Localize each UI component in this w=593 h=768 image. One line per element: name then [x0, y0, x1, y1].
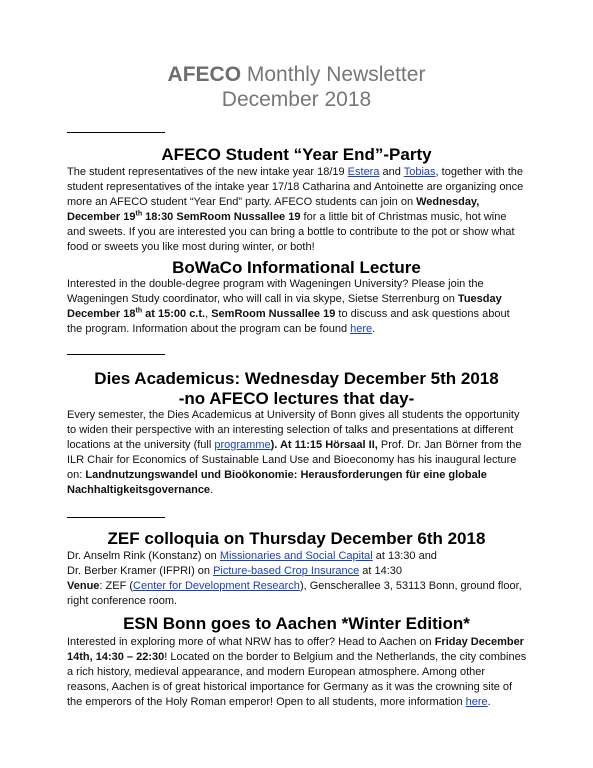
- missionaries-link[interactable]: Missionaries and Social Capital: [219, 550, 373, 562]
- section-heading-zef: ZEF colloquia on Thursday December 6th 2018: [107, 529, 486, 548]
- newsletter-date: December 2018: [221, 88, 372, 111]
- section-divider: [67, 354, 165, 355]
- section-heading-esn: ESN Bonn goes to Aachen *Winter Edition*: [123, 614, 470, 633]
- newsletter-title: [0, 63, 593, 87]
- zef-talk-1: Dr. Anselm Rink (Konstanz) on Missionaries and Social Capital at 13:30 and: [67, 550, 437, 562]
- esn-here-link[interactable]: here: [465, 696, 488, 708]
- bowaco-paragraph: Interested in the double-degree program with Wageningen University? Please join the Wageningen Study coordinator, who will call in via skype, Sietse Sterrenburg on Tuesday December 18th at 15:00 c.t., SemRoom Nussallee 19 to discuss and ask questions about the program. Information about the program can be found here.: [67, 278, 510, 335]
- zef-venue: Venue: ZEF (Center for Development Research), Genscherallee 3, 53113 Bonn, ground floor, right conference room.: [67, 580, 522, 607]
- section-heading-party: AFECO Student “Year End”-Party: [161, 145, 432, 164]
- section-divider: [67, 517, 165, 518]
- dies-paragraph: Every semester, the Dies Academicus at University of Bonn gives all students the opportunity to widen their perspective with an interesting selection of talks and presentations at different locations at the university (full programme). At 11:15 Hörsaal II, Prof. Dr. Jan Börner from the ILR Chair for Economics of Sustainable Land Use and Bioeconomy has his inaugural lecture on: Landnutzungswandel und Bioökonomie: Herausforderungen für eine globale Nachhaltigkeitsgovernance.: [67, 409, 522, 496]
- brand-name: AFECO: [167, 63, 242, 86]
- zef-paragraph: [67, 549, 527, 609]
- section-heading-bowaco: BoWaCo Informational Lecture: [172, 258, 421, 277]
- programme-link[interactable]: programme: [214, 439, 271, 451]
- crop-insurance-link[interactable]: Picture-based Crop Insurance: [213, 565, 360, 577]
- estera-link[interactable]: Estera: [347, 166, 380, 178]
- esn-paragraph: Interested in exploring more of what NRW has to offer? Head to Aachen on Friday December 14th, 14:30 – 22:30! Located on the border to Belgium and the Netherlands, the city combines a rich history, medieval appearance, and modern European atmosphere. Among other reasons, Aachen is of great historical importance for Germany as it was the crowning site of the emperors of the Holy Roman emperor! Open to all students, more information here.: [67, 636, 527, 708]
- bowaco-here-link[interactable]: here: [350, 323, 373, 335]
- party-paragraph: The student representatives of the new intake year 18/19 Estera and Tobias, together with the student representatives of the intake year 17/18 Catharina and Antoinette are organizing once more an AFECO student “Year End” party. AFECO students can join on Wednesday, December 19th 18:30 SemRoom Nussallee 19 for a little bit of Christmas music, hot wine and sweets. If you are interested you can bring a bottle to contribute to the pot or show what food or sweets you like most during winter, or both!: [67, 166, 524, 253]
- section-divider: [67, 132, 165, 133]
- tobias-link[interactable]: Tobias: [403, 166, 436, 178]
- title-text: Monthly Newsletter: [241, 63, 426, 86]
- zef-center-link[interactable]: Center for Development Research: [133, 580, 300, 592]
- zef-talk-2: Dr. Berber Kramer (IFPRI) on Picture-based Crop Insurance at 14:30: [67, 565, 403, 577]
- section-heading-dies: Dies Academicus: Wednesday December 5th 2018: [94, 369, 499, 388]
- section-subheading-dies: -no AFECO lectures that day-: [178, 389, 415, 408]
